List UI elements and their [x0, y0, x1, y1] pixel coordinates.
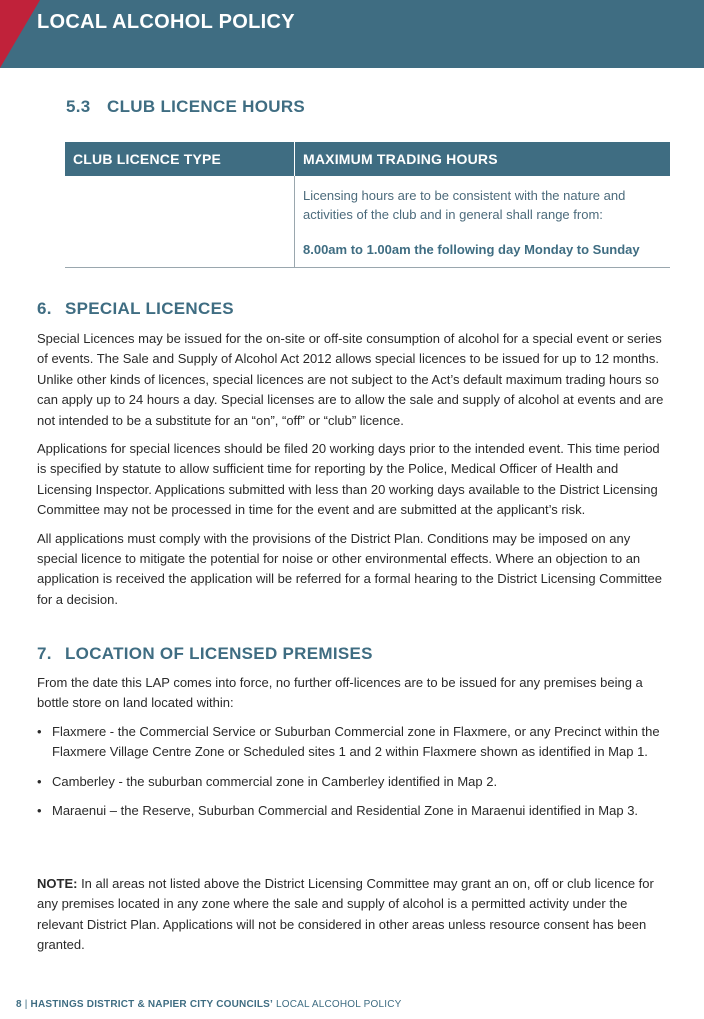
footer-councils: HASTINGS DISTRICT & NAPIER CITY COUNCILS’: [30, 999, 274, 1010]
section-number: 6.: [37, 299, 52, 318]
list-item: [37, 801, 669, 821]
section-5-3-heading: [66, 97, 305, 117]
section-7-body: [37, 673, 669, 830]
list-item-text: Camberley - the suburban commercial zone in Camberley identified in Map 2.: [52, 773, 498, 789]
section-title: CLUB LICENCE HOURS: [107, 97, 306, 116]
column-header-trading-hours: MAXIMUM TRADING HOURS: [295, 142, 671, 176]
paragraph: Applications for special licences should be filed 20 working days prior to the intended event. This time period is specified by statute to allow sufficient time for reporting by the Police, Medical Officer of Health and Licensing Inspector. Applications submitted with less than 20 working days available to the District Licensing Committee may not be processed in time for the event and are submitted at the applicant’s risk.: [37, 441, 660, 518]
bullet-icon: •: [37, 773, 42, 789]
list-item-text: Maraenui – the Reserve, Suburban Commercial and Residential Zone in Maraenui identified in Map 3.: [52, 803, 639, 819]
note-block: [37, 874, 669, 964]
section-7-heading: [37, 644, 373, 664]
list-item-text: Flaxmere - the Commercial Service or Suburban Commercial zone in Flaxmere, or any Precinct within the Flaxmere Village Centre Zone or Scheduled sites 1 and 2 within Flaxmere shown as identified in Map 1.: [52, 723, 660, 760]
cell-trading-hours: [295, 176, 671, 268]
hours-description: Licensing hours are to be consistent with the nature and activities of the club and in general shall range from:: [303, 188, 626, 222]
table-header-row: [65, 142, 670, 176]
section-number: 5.3: [66, 97, 91, 116]
column-header-licence-type: CLUB LICENCE TYPE: [65, 142, 295, 176]
footer-doc-title: LOCAL ALCOHOL POLICY: [273, 999, 402, 1010]
section-title: LOCATION OF LICENSED PREMISES: [65, 644, 373, 663]
page-number: 8: [16, 999, 22, 1010]
list-item: [37, 722, 669, 763]
location-list: [37, 722, 669, 822]
page-footer: [16, 999, 402, 1010]
header-accent-shape: [0, 0, 40, 68]
note-paragraph: [37, 874, 669, 956]
note-text: In all areas not listed above the District Licensing Committee may grant an on, off or club licence for any premises located in any zone where the sale and supply of alcohol is a permitted activity under the relevant District Plan. Applications will not be considered in other areas unless resource consent has been granted.: [37, 876, 654, 953]
hours-range: 8.00am to 1.00am the following day Monday to Sunday: [303, 242, 640, 257]
header-bar: [0, 0, 704, 68]
club-licence-table: [65, 142, 670, 268]
footer-separator: |: [21, 999, 31, 1010]
paragraph: Special Licences may be issued for the on-site or off-site consumption of alcohol for a special event or series of events. The Sale and Supply of Alcohol Act 2012 allows special licences to be issued for up to 12 months. Unlike other kinds of licences, special licences are not subject to the Act’s default maximum trading hours so can apply up to 24 hours a day. Special licenses are to allow the sale and supply of alcohol at events and are not intended to be a substitute for an “on”, “off” or “club” licence.: [37, 331, 664, 428]
section-6-heading: [37, 299, 234, 319]
page-header-title: LOCAL ALCOHOL POLICY: [37, 11, 295, 33]
list-item: [37, 772, 669, 792]
section-title: SPECIAL LICENCES: [65, 299, 234, 318]
bullet-icon: •: [37, 803, 42, 819]
section-6-body: [37, 329, 669, 618]
cell-licence-type: [65, 176, 295, 268]
section-number: 7.: [37, 644, 52, 663]
table-row: [65, 176, 670, 268]
note-label: NOTE:: [37, 876, 78, 891]
paragraph: All applications must comply with the provisions of the District Plan. Conditions may be imposed on any special licence to mitigate the potential for noise or other environmental effects. Where an objection to an application is received the application will be referred for a formal hearing to the District Licensing Committee for a decision.: [37, 530, 663, 607]
paragraph: From the date this LAP comes into force, no further off-licences are to be issued for any premises being a bottle store on land located within:: [37, 675, 643, 711]
bullet-icon: •: [37, 723, 42, 739]
